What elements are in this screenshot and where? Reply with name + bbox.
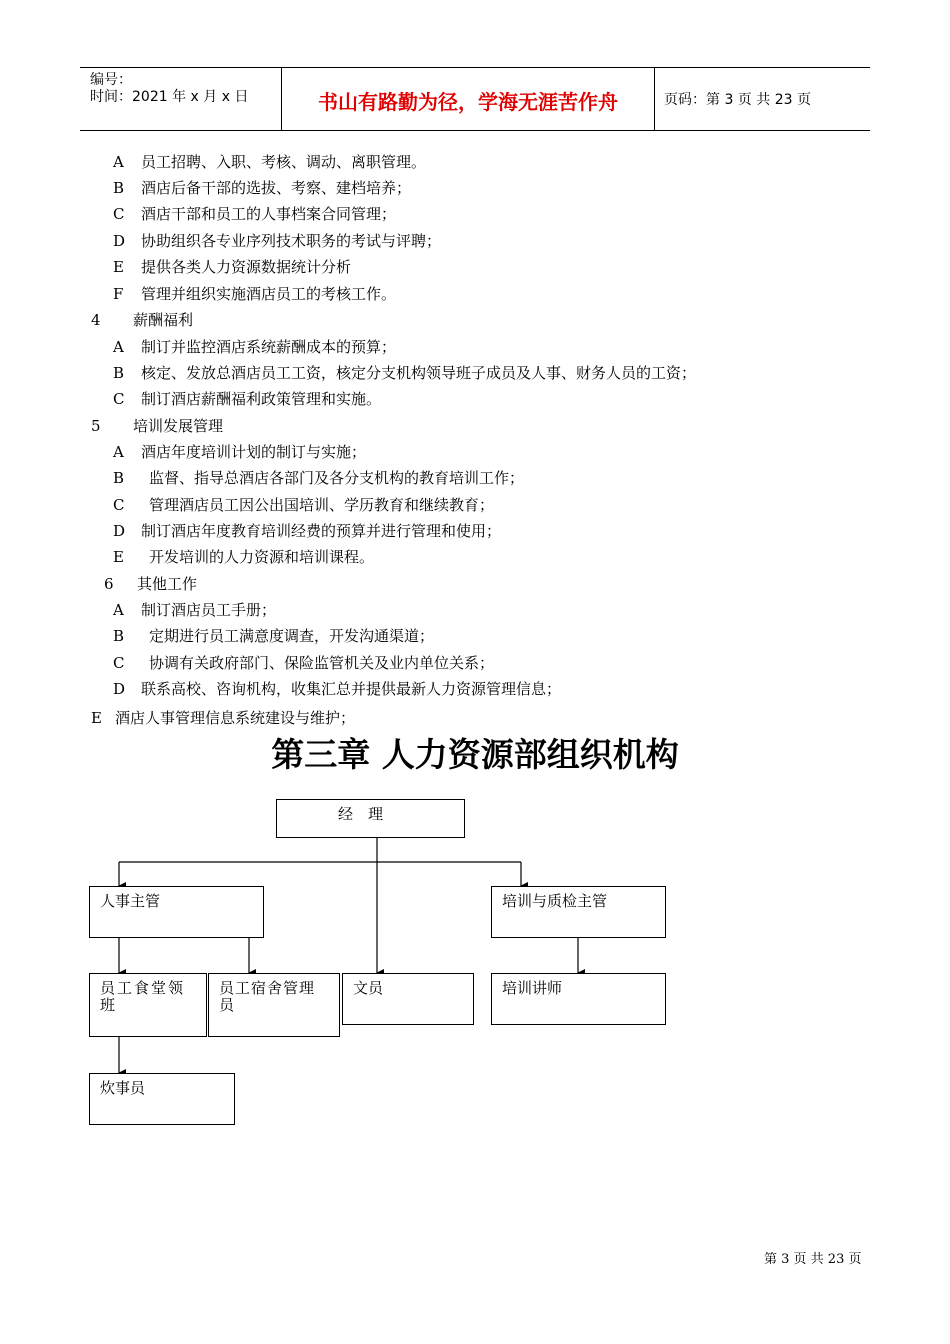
org-label: 炊事员 <box>100 1079 146 1097</box>
org-box-manager <box>276 799 465 838</box>
item-marker: D <box>113 680 126 698</box>
header-motto: 书山有路勤为径，学海无涯苦作舟 <box>318 90 618 114</box>
page-footer: 第 3 页 共 23 页 <box>764 1252 862 1267</box>
item-text: 管理酒店员工因公出国培训、学历教育和继续教育； <box>149 496 495 514</box>
item-marker: C <box>113 654 125 672</box>
org-box-cook <box>89 1073 235 1125</box>
header-page-info: 页码：第 3 页 共 23 页 <box>664 92 811 108</box>
item-text: 酒店后备干部的选拔、考察、建档培养； <box>141 179 412 197</box>
org-box-clerk <box>342 973 474 1025</box>
org-label: 员工食堂领班 <box>100 979 186 1014</box>
item-marker: E <box>91 709 102 727</box>
item-marker: B <box>113 627 125 645</box>
item-text: 定期进行员工满意度调查，开发沟通渠道； <box>149 627 435 645</box>
item-marker: F <box>113 285 124 303</box>
item-marker: A <box>113 153 124 171</box>
item-text: 核定、发放总酒店员工工资，核定分支机构领导班子成员及人事、财务人员的工资； <box>141 364 697 382</box>
serial-label: 编号： <box>90 72 132 88</box>
item-text: 制订酒店年度教育培训经费的预算并进行管理和使用； <box>141 522 502 540</box>
org-label: 人事主管 <box>100 892 161 910</box>
section-text: 薪酬福利 <box>133 311 194 329</box>
item-text: 监督、指导总酒店各部门及各分支机构的教育培训工作； <box>149 469 525 487</box>
section-number: 6 <box>104 575 114 593</box>
item-marker: C <box>113 390 125 408</box>
section-number: 4 <box>91 311 101 329</box>
item-text: 酒店年度培训计划的制订与实施； <box>141 443 367 461</box>
org-label: 经 理 <box>337 805 383 823</box>
item-marker: A <box>113 338 124 356</box>
org-label: 培训讲师 <box>502 979 563 997</box>
section-text: 其他工作 <box>137 575 198 593</box>
org-label: 员工宿舍管理员 <box>219 979 316 1014</box>
item-text: 协助组织各专业序列技术职务的考试与评聘； <box>141 232 442 250</box>
item-text: 制订酒店员工手册； <box>141 601 277 619</box>
item-marker: C <box>113 496 125 514</box>
item-marker: D <box>113 232 126 250</box>
time-label: 时间：2021 年 x 月 x 日 <box>90 89 249 105</box>
item-marker: B <box>113 469 125 487</box>
item-marker: A <box>113 443 124 461</box>
org-box-training-supervisor <box>491 886 666 938</box>
item-text: 协调有关政府部门、保险监管机关及业内单位关系； <box>149 654 495 672</box>
item-marker: D <box>113 522 126 540</box>
item-text: 员工招聘、入职、考核、调动、离职管理。 <box>141 153 427 171</box>
item-text: 酒店人事管理信息系统建设与维护； <box>115 709 356 727</box>
item-marker: B <box>113 179 125 197</box>
item-text: 制订酒店薪酬福利政策管理和实施。 <box>141 390 382 408</box>
item-text: 提供各类人力资源数据统计分析 <box>141 258 352 276</box>
item-marker: A <box>113 601 124 619</box>
org-box-hr-supervisor <box>89 886 264 938</box>
org-label: 文员 <box>353 979 384 997</box>
section-number: 5 <box>91 417 101 435</box>
org-box-dorm-admin <box>208 973 340 1037</box>
item-text: 管理并组织实施酒店员工的考核工作。 <box>141 285 397 303</box>
item-marker: E <box>113 548 124 566</box>
item-text: 酒店干部和员工的人事档案合同管理； <box>141 205 397 223</box>
org-box-canteen-leader <box>89 973 207 1037</box>
item-text: 制订并监控酒店系统薪酬成本的预算； <box>141 338 397 356</box>
org-label: 培训与质检主管 <box>502 892 608 910</box>
item-text: 开发培训的人力资源和培训课程。 <box>149 548 375 566</box>
item-marker: C <box>113 205 125 223</box>
chapter-title: 第三章 人力资源部组织机构 <box>271 735 679 774</box>
item-marker: E <box>113 258 124 276</box>
section-text: 培训发展管理 <box>133 417 224 435</box>
item-marker: B <box>113 364 125 382</box>
org-box-trainer <box>491 973 666 1025</box>
item-text: 联系高校、咨询机构，收集汇总并提供最新人力资源管理信息； <box>141 680 562 698</box>
